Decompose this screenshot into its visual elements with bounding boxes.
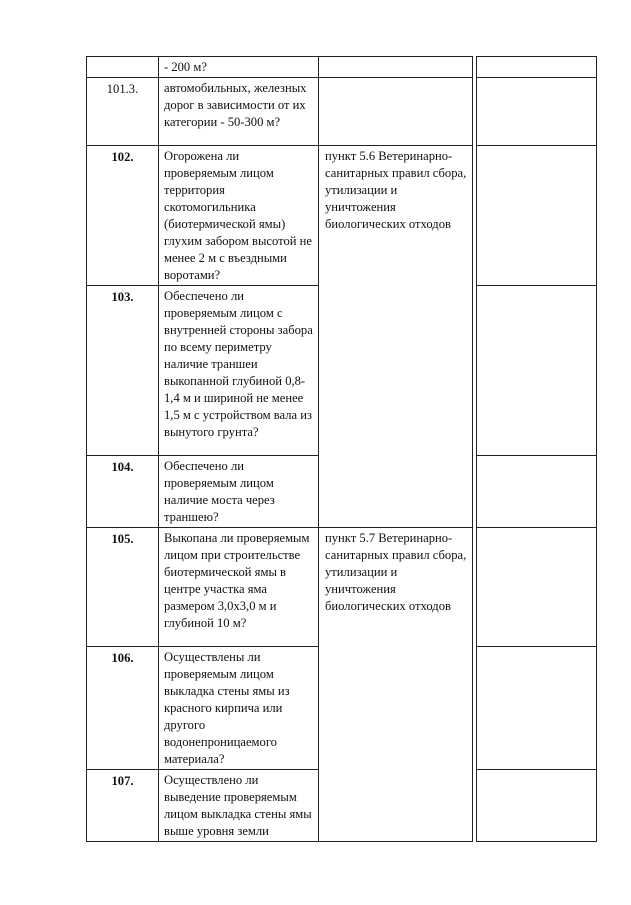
answer-cell bbox=[477, 528, 597, 647]
checklist-table bbox=[86, 56, 597, 842]
row-number: 106. bbox=[87, 647, 159, 770]
row-number: 105. bbox=[87, 528, 159, 647]
requirement-cell bbox=[319, 57, 473, 78]
question-cell: Выкопана ли проверяемым лицом при строительстве биотермической ямы в центре участка яма размером 3,0х3,0 м и глубиной 10 м? bbox=[159, 528, 319, 647]
question-cell: - 200 м? bbox=[159, 57, 319, 78]
answer-cell bbox=[477, 456, 597, 528]
question-cell: Обеспечено ли проверяемым лицом наличие моста через траншею? bbox=[159, 456, 319, 528]
answer-cell bbox=[477, 57, 597, 78]
answer-cell bbox=[477, 647, 597, 770]
row-number: 107. bbox=[87, 770, 159, 842]
row-number: 104. bbox=[87, 456, 159, 528]
answer-cell bbox=[477, 770, 597, 842]
answer-cell bbox=[477, 146, 597, 286]
row-number: 103. bbox=[87, 286, 159, 456]
table-row bbox=[87, 57, 597, 78]
row-number: 102. bbox=[87, 146, 159, 286]
row-number bbox=[87, 57, 159, 78]
question-cell: автомобильных, железных дорог в зависимости от их категории - 50-300 м? bbox=[159, 78, 319, 146]
table-row bbox=[87, 146, 597, 286]
row-number: 101.3. bbox=[87, 78, 159, 146]
answer-cell bbox=[477, 286, 597, 456]
requirement-cell: пункт 5.7 Ветеринарно-санитарных правил сбора, утилизации и уничтожения биологических отходов bbox=[319, 528, 473, 842]
question-cell: Обеспечено ли проверяемым лицом с внутренней стороны забора по всему периметру наличие траншеи выкопанной глубиной 0,8-1,4 м и шириной не менее 1,5 м с устройством вала из вынутого грунта? bbox=[159, 286, 319, 456]
requirement-cell bbox=[319, 78, 473, 146]
question-cell: Огорожена ли проверяемым лицом территория скотомогильника (биотермической ямы) глухим забором высотой не менее 2 м с въездными воротами? bbox=[159, 146, 319, 286]
question-cell: Осуществлены ли проверяемым лицом выкладка стены ямы из красного кирпича или другого водонепроницаемого материала? bbox=[159, 647, 319, 770]
table-row bbox=[87, 78, 597, 146]
requirement-cell: пункт 5.6 Ветеринарно-санитарных правил сбора, утилизации и уничтожения биологических отходов bbox=[319, 146, 473, 528]
answer-cell bbox=[477, 78, 597, 146]
question-cell: Осуществлено ли выведение проверяемым лицом выкладка стены ямы выше уровня земли bbox=[159, 770, 319, 842]
table-row bbox=[87, 528, 597, 647]
